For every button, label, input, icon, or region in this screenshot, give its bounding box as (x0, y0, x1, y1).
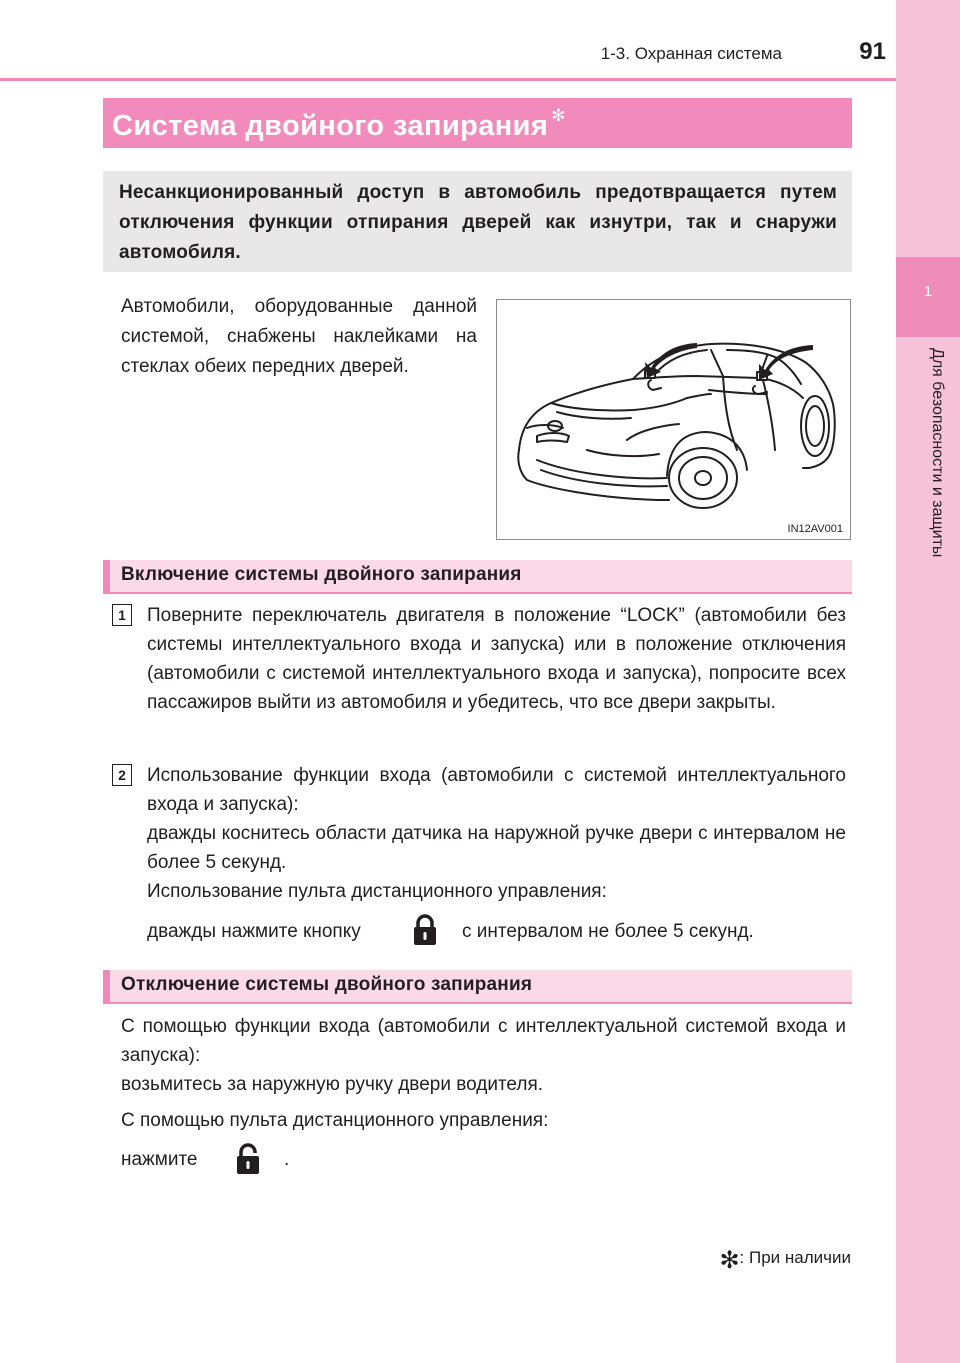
running-header: 1-3. Охранная система (600, 44, 782, 63)
footnote (700, 1246, 851, 1275)
disable-entry-text: С помощью функции входа (автомобили с интеллектуальной системой входа и запуска): (121, 1016, 846, 1066)
page-number: 91 (859, 38, 886, 65)
section-heading-enable: Включение системы двойного запирания (103, 560, 852, 594)
step-2-sensor-text: дважды коснитесь области датчика на наружной ручке двери с интервалом не более 5 секунд. (147, 823, 846, 873)
unlock-button-icon (233, 1143, 263, 1175)
header-rule (0, 78, 896, 81)
disable-remote-label: С помощью пульта дистанционного управления: (121, 1110, 549, 1131)
car-drawing (497, 300, 850, 539)
step-2-press-text: дважды нажмите кнопку (147, 921, 361, 942)
chapter-title: Для безопасности и защиты (929, 348, 946, 558)
lock-button-icon (410, 914, 440, 946)
car-illustration (496, 299, 851, 540)
lead-text: Несанкционированный доступ в автомобиль предотвращается путем отключения функции отпирания дверей как изнутри, так и снаружи автомобиля. (119, 182, 837, 263)
step-number-1: 1 (112, 604, 132, 626)
footnote-mark: ✻ (719, 1247, 740, 1274)
page-title: Система двойного запирания ✻ (112, 106, 566, 142)
disable-handle-text: возьмитесь за наружную ручку двери водителя. (121, 1074, 544, 1095)
disable-period: . (284, 1149, 290, 1170)
step-2-remote-label: Использование пульта дистанционного управления: (147, 881, 607, 902)
footnote-text: : При наличии (739, 1248, 851, 1267)
intro-text: Автомобили, оборудованные данной системой, снабжены наклейками на стеклах обеих передних дверей. (121, 296, 477, 377)
figure-code: IN12AV001 (787, 523, 843, 535)
availability-mark: ✻ (551, 106, 566, 125)
chapter-number-tab (896, 257, 960, 337)
section-heading-disable: Отключение системы двойного запирания (103, 970, 852, 1004)
step-1-text: Поверните переключатель двигателя в положение “LOCK” (автомобили без системы интеллектуального входа и запуска) или в положение отключения (автомобили с системой интеллектуального входа и запуска), попросите всех пассажиров выйти из автомобиля и убедитесь, что все двери закрыты. (147, 605, 846, 713)
step-number-2: 2 (112, 764, 132, 786)
chapter-side-tab (896, 0, 960, 1363)
lead-box (103, 171, 852, 272)
step-2-text: Использование функции входа (автомобили с системой интеллектуального входа и запуска): (147, 765, 846, 815)
page-title-bar (103, 98, 852, 148)
chapter-number: 1 (923, 283, 933, 300)
disable-press-text: нажмите (121, 1149, 198, 1170)
step-2-interval-text: с интервалом не более 5 секунд. (462, 921, 754, 942)
